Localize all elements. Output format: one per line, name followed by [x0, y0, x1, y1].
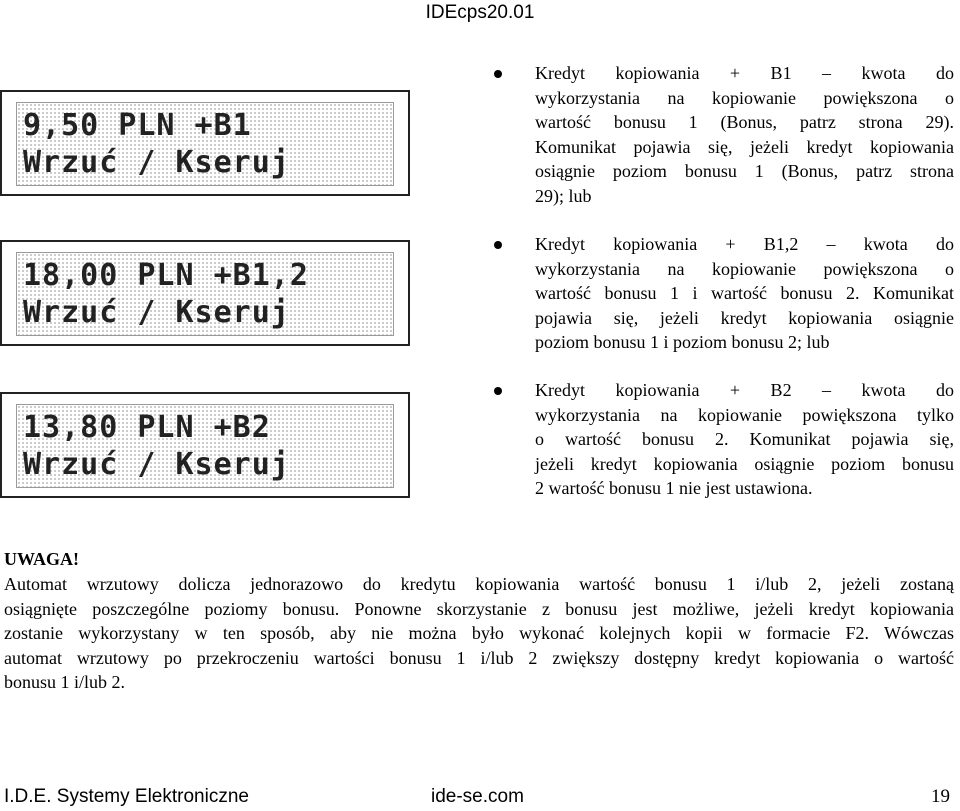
page-number: 19	[931, 786, 950, 807]
footer-company: I.D.E. Systemy Elektroniczne	[4, 786, 249, 807]
bullet-text-line: Komunikat pojawia się, jeżeli kredyt kopiowania	[535, 136, 954, 157]
bullet-text-line: wykorzystania na kopiowanie powiększona o	[535, 87, 954, 108]
bullet-text-line: jeżeli kredyt kopiowania osiągnie poziom bonusu	[535, 453, 954, 474]
bullet-dot-icon	[494, 241, 502, 249]
bullet-text-line: 29); lub	[535, 185, 592, 206]
warning-text-line: zostanie wykorzystany w ten sposób, aby nie można było wykonać kolejnych kopii w formacie F2. Wówczas	[4, 623, 954, 644]
warning-text-line: automat wrzutowy po przekroczeniu wartości bonusu 1 i/lub 2 zwiększy dostępny kredyt kopiowania o wartość	[4, 647, 954, 668]
bullet-text-line: Kredyt kopiowania + B2 – kwota do	[535, 380, 954, 400]
warning-text-line: Automat wrzutowy dolicza jednorazowo do kredytu kopiowania wartość bonusu 1 i/lub 2, jeżeli zostaną	[4, 574, 954, 594]
lcd-display-b2	[0, 392, 410, 498]
bullet-dot-icon	[494, 70, 502, 78]
page-footer	[0, 786, 960, 810]
lcd-line-1: 18,00 PLN +B1,2	[23, 258, 309, 293]
bullet-item-b2	[494, 378, 954, 501]
lcd-display-b1	[0, 90, 410, 196]
lcd-line-1: 13,80 PLN +B2	[23, 410, 271, 445]
lcd-line-2: Wrzuć / Kseruj	[23, 447, 290, 482]
bullet-item-b12	[494, 232, 954, 355]
bullet-text-line: wartość bonusu 1 (Bonus, patrz strona 29).	[535, 112, 954, 133]
warning-text-line: osiągnięte poszczególne poziomy bonusu. Ponowne skorzystanie z bonusu jest możliwe, jeżeli kredyt kopiowania	[4, 598, 954, 619]
bullet-text-line: wykorzystania na kopiowanie powiększona tylko	[535, 404, 954, 425]
bullet-text-line: osiągnie poziom bonusu 1 (Bonus, patrz strona	[535, 161, 954, 182]
bullet-dot-icon	[494, 387, 502, 395]
bullet-text-line: poziom bonusu 1 i poziom bonusu 2; lub	[535, 332, 830, 353]
lcd-display-b12	[0, 240, 410, 346]
bullet-text-line: pojawia się, jeżeli kredyt kopiowania osiągnie	[535, 307, 954, 328]
bullet-text-line: wartość bonusu 1 i wartość bonusu 2. Komunikat	[535, 283, 954, 304]
page-header: IDEcps20.01	[425, 2, 535, 23]
warning-title: UWAGA!	[4, 549, 79, 569]
lcd-line-2: Wrzuć / Kseruj	[23, 145, 290, 180]
bullet-text-line: Kredyt kopiowania + B1 – kwota do	[535, 63, 954, 83]
bullet-text-line: o wartość bonusu 2. Komunikat pojawia się,	[535, 429, 954, 450]
warning-paragraph	[4, 572, 954, 695]
warning-text-line: bonusu 1 i/lub 2.	[4, 672, 126, 693]
lcd-line-1: 9,50 PLN +B1	[23, 108, 252, 143]
bullet-item-b1	[494, 61, 954, 209]
lcd-line-2: Wrzuć / Kseruj	[23, 295, 290, 330]
bullet-text-line: 2 wartość bonusu 1 nie jest ustawiona.	[535, 478, 813, 499]
bullet-text-line: wykorzystania na kopiowanie powiększona o	[535, 258, 954, 279]
bullet-text-line: Kredyt kopiowania + B1,2 – kwota do	[535, 234, 954, 254]
footer-website: ide-se.com	[431, 786, 524, 807]
